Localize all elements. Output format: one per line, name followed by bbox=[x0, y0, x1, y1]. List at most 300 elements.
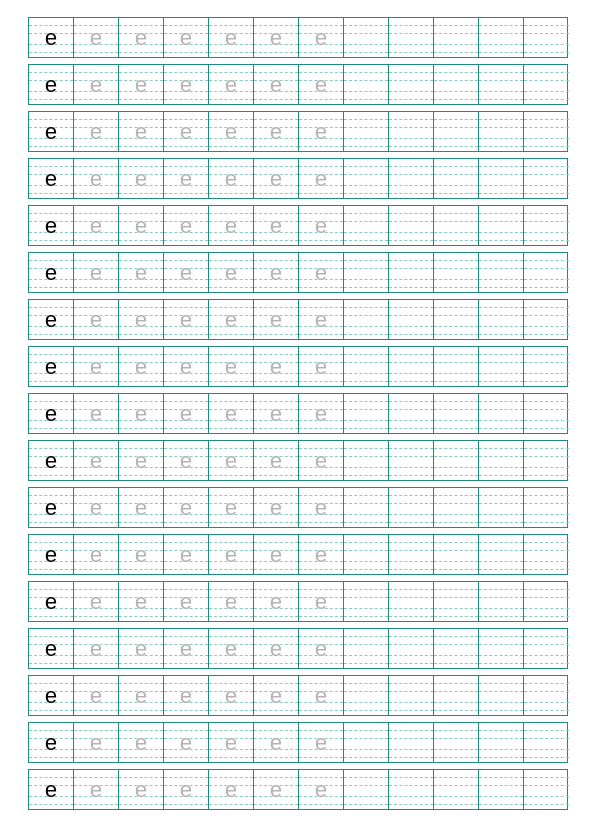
trace-letter: e bbox=[224, 72, 238, 97]
guide-line bbox=[209, 193, 253, 194]
guide-line bbox=[389, 127, 433, 128]
model-letter: e bbox=[44, 636, 58, 661]
guide-line bbox=[74, 287, 118, 288]
trace-letter: e bbox=[224, 166, 238, 191]
writing-cell bbox=[164, 112, 209, 151]
guide-line bbox=[479, 146, 523, 147]
guide-line bbox=[524, 381, 569, 382]
guide-line bbox=[389, 72, 433, 73]
guide-line bbox=[344, 307, 388, 308]
writing-cell bbox=[479, 582, 524, 621]
guide-line bbox=[344, 287, 388, 288]
writing-cell bbox=[389, 18, 434, 57]
trace-letter: e bbox=[314, 25, 328, 50]
guide-line bbox=[434, 409, 478, 410]
guide-line bbox=[344, 589, 388, 590]
guide-line bbox=[164, 663, 208, 664]
guide-line bbox=[434, 138, 478, 139]
guide-line bbox=[344, 608, 388, 609]
guide-line bbox=[389, 475, 433, 476]
writing-cell bbox=[119, 206, 164, 245]
writing-cell bbox=[164, 770, 209, 809]
guide-line bbox=[434, 72, 478, 73]
guide-line bbox=[479, 409, 523, 410]
model-letter: e bbox=[44, 777, 58, 802]
writing-cell bbox=[209, 770, 254, 809]
guide-line bbox=[524, 99, 569, 100]
guide-line bbox=[209, 428, 253, 429]
guide-line bbox=[524, 268, 569, 269]
writing-cell bbox=[209, 723, 254, 762]
trace-letter: e bbox=[269, 542, 283, 567]
guide-line bbox=[344, 409, 388, 410]
writing-cell bbox=[29, 112, 74, 151]
practice-row bbox=[28, 393, 568, 434]
writing-cell bbox=[119, 770, 164, 809]
guide-line bbox=[434, 279, 478, 280]
trace-letter: e bbox=[179, 495, 193, 520]
guide-line bbox=[254, 334, 298, 335]
trace-letter: e bbox=[179, 777, 193, 802]
guide-line bbox=[479, 240, 523, 241]
writing-cell bbox=[209, 300, 254, 339]
guide-line bbox=[389, 326, 433, 327]
writing-cell bbox=[29, 347, 74, 386]
guide-line bbox=[434, 514, 478, 515]
writing-cell bbox=[254, 535, 299, 574]
guide-line bbox=[479, 232, 523, 233]
writing-cell bbox=[389, 65, 434, 104]
guide-line bbox=[389, 636, 433, 637]
guide-line bbox=[344, 362, 388, 363]
model-letter: e bbox=[44, 72, 58, 97]
guide-line bbox=[434, 193, 478, 194]
guide-line bbox=[479, 749, 523, 750]
writing-cell bbox=[254, 347, 299, 386]
writing-cell bbox=[434, 65, 479, 104]
guide-line bbox=[344, 804, 388, 805]
guide-line bbox=[74, 381, 118, 382]
guide-line bbox=[479, 448, 523, 449]
guide-line bbox=[299, 428, 343, 429]
writing-cell bbox=[29, 159, 74, 198]
guide-line bbox=[479, 127, 523, 128]
writing-cell bbox=[389, 488, 434, 527]
trace-letter: e bbox=[179, 448, 193, 473]
writing-cell bbox=[74, 347, 119, 386]
writing-cell bbox=[254, 629, 299, 668]
guide-line bbox=[344, 785, 388, 786]
guide-line bbox=[479, 174, 523, 175]
guide-line bbox=[74, 193, 118, 194]
guide-line bbox=[479, 166, 523, 167]
guide-line bbox=[74, 616, 118, 617]
guide-line bbox=[254, 99, 298, 100]
guide-line bbox=[434, 467, 478, 468]
guide-line bbox=[344, 503, 388, 504]
writing-cell bbox=[119, 441, 164, 480]
guide-line bbox=[344, 138, 388, 139]
guide-line bbox=[524, 561, 569, 562]
trace-letter: e bbox=[134, 72, 148, 97]
guide-line bbox=[524, 616, 569, 617]
guide-line bbox=[344, 636, 388, 637]
trace-letter: e bbox=[269, 777, 283, 802]
writing-cell bbox=[164, 18, 209, 57]
writing-cell bbox=[479, 18, 524, 57]
guide-line bbox=[479, 99, 523, 100]
writing-cell bbox=[524, 347, 569, 386]
guide-line bbox=[344, 597, 388, 598]
trace-letter: e bbox=[134, 119, 148, 144]
writing-cell bbox=[74, 441, 119, 480]
writing-cell bbox=[479, 206, 524, 245]
guide-line bbox=[389, 702, 433, 703]
writing-cell bbox=[119, 65, 164, 104]
guide-line bbox=[479, 616, 523, 617]
guide-line bbox=[389, 166, 433, 167]
writing-cell bbox=[524, 676, 569, 715]
guide-line bbox=[389, 240, 433, 241]
writing-cell bbox=[434, 676, 479, 715]
trace-letter: e bbox=[314, 542, 328, 567]
trace-letter: e bbox=[179, 307, 193, 332]
writing-cell bbox=[254, 488, 299, 527]
guide-line bbox=[524, 420, 569, 421]
guide-line bbox=[524, 542, 569, 543]
guide-line bbox=[344, 315, 388, 316]
guide-line bbox=[389, 307, 433, 308]
guide-line bbox=[479, 804, 523, 805]
writing-cell bbox=[164, 159, 209, 198]
guide-line bbox=[164, 569, 208, 570]
writing-cell bbox=[479, 770, 524, 809]
guide-line bbox=[209, 710, 253, 711]
guide-line bbox=[389, 644, 433, 645]
guide-line bbox=[389, 448, 433, 449]
guide-line bbox=[479, 608, 523, 609]
trace-letter: e bbox=[269, 354, 283, 379]
writing-cell bbox=[389, 112, 434, 151]
guide-line bbox=[524, 373, 569, 374]
writing-cell bbox=[434, 394, 479, 433]
writing-cell bbox=[209, 159, 254, 198]
guide-line bbox=[524, 25, 569, 26]
guide-line bbox=[119, 757, 163, 758]
practice-row bbox=[28, 581, 568, 622]
guide-line bbox=[434, 315, 478, 316]
guide-line bbox=[524, 326, 569, 327]
guide-line bbox=[524, 287, 569, 288]
model-letter: e bbox=[44, 448, 58, 473]
guide-line bbox=[389, 561, 433, 562]
guide-line bbox=[29, 475, 73, 476]
guide-line bbox=[434, 185, 478, 186]
guide-line bbox=[524, 655, 569, 656]
guide-line bbox=[344, 757, 388, 758]
trace-letter: e bbox=[89, 777, 103, 802]
writing-cell bbox=[299, 65, 344, 104]
writing-cell bbox=[344, 347, 389, 386]
trace-letter: e bbox=[224, 260, 238, 285]
guide-line bbox=[434, 80, 478, 81]
guide-line bbox=[434, 362, 478, 363]
guide-line bbox=[389, 569, 433, 570]
guide-line bbox=[389, 138, 433, 139]
writing-cell bbox=[209, 582, 254, 621]
writing-cell bbox=[74, 18, 119, 57]
guide-line bbox=[74, 99, 118, 100]
writing-cell bbox=[344, 723, 389, 762]
guide-line bbox=[389, 683, 433, 684]
writing-cell bbox=[29, 488, 74, 527]
guide-line bbox=[209, 616, 253, 617]
guide-line bbox=[434, 33, 478, 34]
guide-line bbox=[524, 683, 569, 684]
guide-line bbox=[389, 119, 433, 120]
writing-cell bbox=[479, 65, 524, 104]
writing-cell bbox=[74, 535, 119, 574]
trace-letter: e bbox=[179, 354, 193, 379]
guide-line bbox=[524, 757, 569, 758]
trace-letter: e bbox=[314, 119, 328, 144]
model-letter: e bbox=[44, 495, 58, 520]
guide-line bbox=[524, 401, 569, 402]
writing-cell bbox=[299, 253, 344, 292]
trace-letter: e bbox=[224, 401, 238, 426]
guide-line bbox=[479, 456, 523, 457]
guide-line bbox=[479, 663, 523, 664]
writing-cell bbox=[29, 629, 74, 668]
guide-line bbox=[479, 287, 523, 288]
guide-line bbox=[479, 72, 523, 73]
trace-letter: e bbox=[89, 589, 103, 614]
guide-line bbox=[479, 785, 523, 786]
guide-line bbox=[344, 616, 388, 617]
guide-line bbox=[389, 420, 433, 421]
writing-cell bbox=[344, 535, 389, 574]
guide-line bbox=[389, 550, 433, 551]
trace-letter: e bbox=[224, 730, 238, 755]
practice-row bbox=[28, 440, 568, 481]
guide-line bbox=[524, 608, 569, 609]
guide-line bbox=[344, 561, 388, 562]
guide-line bbox=[389, 354, 433, 355]
writing-cell bbox=[479, 347, 524, 386]
guide-line bbox=[344, 373, 388, 374]
trace-letter: e bbox=[269, 166, 283, 191]
writing-cell bbox=[209, 629, 254, 668]
guide-line bbox=[479, 52, 523, 53]
writing-cell bbox=[389, 300, 434, 339]
writing-cell bbox=[479, 253, 524, 292]
guide-line bbox=[479, 221, 523, 222]
trace-letter: e bbox=[134, 542, 148, 567]
writing-cell bbox=[479, 535, 524, 574]
guide-line bbox=[344, 25, 388, 26]
guide-line bbox=[119, 193, 163, 194]
writing-cell bbox=[389, 394, 434, 433]
trace-letter: e bbox=[314, 448, 328, 473]
trace-letter: e bbox=[224, 636, 238, 661]
guide-line bbox=[344, 448, 388, 449]
writing-cell bbox=[299, 300, 344, 339]
guide-line bbox=[254, 616, 298, 617]
writing-cell bbox=[164, 206, 209, 245]
guide-line bbox=[524, 174, 569, 175]
guide-line bbox=[524, 589, 569, 590]
guide-line bbox=[524, 448, 569, 449]
writing-cell bbox=[119, 347, 164, 386]
practice-row bbox=[28, 252, 568, 293]
writing-cell bbox=[299, 206, 344, 245]
guide-line bbox=[344, 683, 388, 684]
writing-cell bbox=[74, 676, 119, 715]
model-letter: e bbox=[44, 401, 58, 426]
guide-line bbox=[524, 193, 569, 194]
trace-letter: e bbox=[134, 777, 148, 802]
trace-letter: e bbox=[269, 730, 283, 755]
guide-line bbox=[389, 749, 433, 750]
practice-row bbox=[28, 534, 568, 575]
writing-cell bbox=[164, 535, 209, 574]
writing-cell bbox=[299, 535, 344, 574]
guide-line bbox=[29, 757, 73, 758]
trace-letter: e bbox=[89, 448, 103, 473]
guide-line bbox=[344, 495, 388, 496]
guide-line bbox=[344, 213, 388, 214]
writing-cell bbox=[524, 18, 569, 57]
writing-cell bbox=[209, 112, 254, 151]
guide-line bbox=[344, 193, 388, 194]
trace-letter: e bbox=[314, 72, 328, 97]
writing-cell bbox=[29, 65, 74, 104]
writing-cell bbox=[434, 300, 479, 339]
guide-line bbox=[524, 495, 569, 496]
guide-line bbox=[479, 597, 523, 598]
trace-letter: e bbox=[134, 683, 148, 708]
guide-line bbox=[74, 334, 118, 335]
writing-cell bbox=[524, 770, 569, 809]
trace-letter: e bbox=[269, 307, 283, 332]
guide-line bbox=[209, 99, 253, 100]
trace-letter: e bbox=[269, 401, 283, 426]
guide-line bbox=[479, 119, 523, 120]
guide-line bbox=[389, 796, 433, 797]
writing-cell bbox=[164, 300, 209, 339]
guide-line bbox=[164, 428, 208, 429]
writing-cell bbox=[74, 159, 119, 198]
trace-letter: e bbox=[134, 401, 148, 426]
writing-cell bbox=[209, 65, 254, 104]
writing-cell bbox=[74, 582, 119, 621]
guide-line bbox=[479, 307, 523, 308]
guide-line bbox=[389, 287, 433, 288]
trace-letter: e bbox=[314, 260, 328, 285]
guide-line bbox=[479, 185, 523, 186]
guide-line bbox=[389, 91, 433, 92]
writing-cell bbox=[29, 770, 74, 809]
guide-line bbox=[209, 334, 253, 335]
guide-line bbox=[74, 710, 118, 711]
guide-line bbox=[344, 663, 388, 664]
guide-line bbox=[344, 569, 388, 570]
guide-line bbox=[344, 91, 388, 92]
trace-letter: e bbox=[224, 354, 238, 379]
model-letter: e bbox=[44, 25, 58, 50]
writing-cell bbox=[119, 676, 164, 715]
model-letter: e bbox=[44, 213, 58, 238]
guide-line bbox=[389, 738, 433, 739]
guide-line bbox=[74, 146, 118, 147]
model-letter: e bbox=[44, 307, 58, 332]
guide-line bbox=[524, 44, 569, 45]
writing-cell bbox=[299, 770, 344, 809]
guide-line bbox=[524, 730, 569, 731]
guide-line bbox=[344, 749, 388, 750]
guide-line bbox=[389, 757, 433, 758]
trace-letter: e bbox=[269, 683, 283, 708]
trace-letter: e bbox=[179, 636, 193, 661]
trace-letter: e bbox=[89, 260, 103, 285]
guide-line bbox=[389, 279, 433, 280]
writing-cell bbox=[119, 488, 164, 527]
guide-line bbox=[344, 467, 388, 468]
guide-line bbox=[434, 757, 478, 758]
guide-line bbox=[479, 401, 523, 402]
trace-letter: e bbox=[269, 448, 283, 473]
writing-cell bbox=[254, 770, 299, 809]
guide-line bbox=[389, 373, 433, 374]
guide-line bbox=[524, 636, 569, 637]
guide-line bbox=[389, 409, 433, 410]
guide-line bbox=[29, 522, 73, 523]
guide-line bbox=[479, 710, 523, 711]
writing-cell bbox=[299, 441, 344, 480]
guide-line bbox=[344, 279, 388, 280]
guide-line bbox=[299, 522, 343, 523]
trace-letter: e bbox=[224, 542, 238, 567]
guide-line bbox=[389, 589, 433, 590]
guide-line bbox=[299, 710, 343, 711]
guide-line bbox=[299, 381, 343, 382]
guide-line bbox=[479, 315, 523, 316]
guide-line bbox=[74, 804, 118, 805]
guide-line bbox=[209, 804, 253, 805]
guide-line bbox=[344, 99, 388, 100]
guide-line bbox=[119, 475, 163, 476]
guide-line bbox=[299, 193, 343, 194]
writing-cell bbox=[299, 629, 344, 668]
guide-line bbox=[389, 381, 433, 382]
writing-cell bbox=[434, 441, 479, 480]
trace-letter: e bbox=[89, 25, 103, 50]
guide-line bbox=[479, 777, 523, 778]
guide-line bbox=[164, 757, 208, 758]
writing-cell bbox=[344, 441, 389, 480]
writing-cell bbox=[119, 112, 164, 151]
trace-letter: e bbox=[134, 213, 148, 238]
practice-row bbox=[28, 346, 568, 387]
writing-cell bbox=[434, 723, 479, 762]
guide-line bbox=[209, 146, 253, 147]
guide-line bbox=[479, 569, 523, 570]
guide-line bbox=[389, 467, 433, 468]
trace-letter: e bbox=[179, 589, 193, 614]
guide-line bbox=[344, 428, 388, 429]
guide-line bbox=[119, 428, 163, 429]
guide-line bbox=[524, 166, 569, 167]
